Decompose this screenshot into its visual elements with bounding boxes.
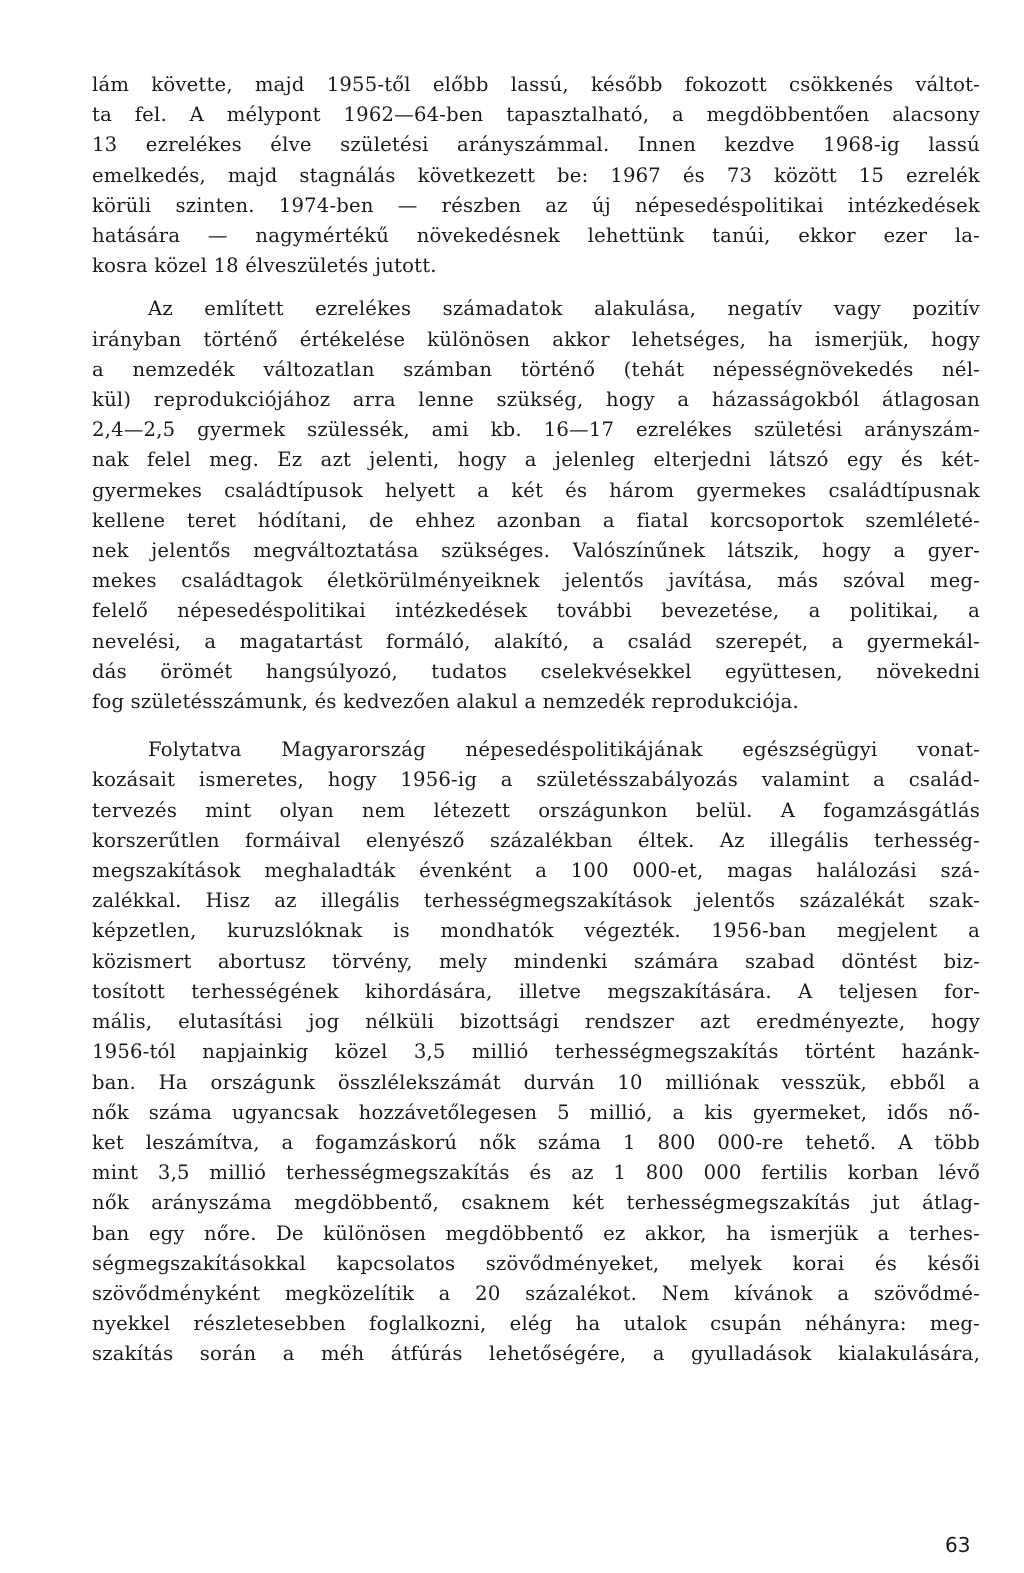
text-line: tervezés mint olyan nem létezett országunkon belül. A fogamzásgátlás [92, 798, 980, 822]
paragraph [92, 735, 980, 1369]
text-line: kellene teret hódítani, de ehhez azonban a fiatal korcsoportok szemléleté- [92, 508, 980, 532]
text-line: szövődményként megközelítik a 20 százalékot. Nem kívánok a szövődmé- [92, 1281, 980, 1305]
document-page [92, 70, 980, 1370]
text-line: nevelési, a magatartást formáló, alakító, a család szerepét, a gyermekál- [92, 629, 980, 653]
text-line: kosra közel 18 élveszületés jutott. [92, 254, 437, 278]
body-text [92, 70, 980, 1370]
text-line: tosított terhességének kihordására, illetve megszakítására. A teljesen for- [92, 979, 980, 1003]
text-line: közismert abortusz törvény, mely mindenki számára szabad döntést biz- [92, 949, 980, 973]
text-line: irányban történő értékelése különösen akkor lehetséges, ha ismerjük, hogy [92, 327, 980, 351]
text-line: zalékkal. Hisz az illegális terhességmegszakítások jelentős százalékát szak- [92, 889, 980, 913]
text-line: mális, elutasítási jog nélküli bizottsági rendszer azt eredményezte, hogy [92, 1010, 980, 1034]
text-line: 1956-tól napjainkig közel 3,5 millió terhességmegszakítás történt hazánk- [92, 1040, 980, 1064]
text-line: körüli szinten. 1974-ben — részben az új népesedéspolitikai intézkedések [92, 193, 980, 217]
paragraph [92, 294, 980, 717]
text-line: mekes családtagok életkörülményeiknek jelentős javítása, más szóval meg- [92, 569, 980, 593]
page-number: 63 [945, 1533, 971, 1557]
text-line: 13 ezrelékes élve születési arányszámmal. Innen kezdve 1968-ig lassú [92, 133, 980, 157]
text-line: lám követte, majd 1955-től előbb lassú, később fokozott csökkenés váltot- [92, 73, 980, 96]
text-line: ket leszámítva, a fogamzáskorú nők száma 1 800 000-re tehető. A több [92, 1130, 980, 1154]
text-line: ségmegszakításokkal kapcsolatos szövődményeket, melyek korai és késői [92, 1251, 980, 1275]
text-line: a nemzedék változatlan számban történő (tehát népességnövekedés nél- [92, 357, 980, 381]
text-line: Folytatva Magyarország népesedéspolitikájának egészségügyi vonat- [148, 738, 980, 762]
text-line: nyekkel részletesebben foglalkozni, elég ha utalok csupán néhányra: meg- [92, 1312, 980, 1336]
text-line: fog születésszámunk, és kedvezően alakul a nemzedék reprodukciója. [92, 690, 799, 714]
text-line: korszerűtlen formáival elenyésző százalékban éltek. Az illegális terhesség- [92, 828, 980, 852]
text-line: felelő népesedéspolitikai intézkedések további bevezetése, a politikai, a [92, 599, 980, 623]
text-line: nők száma ugyancsak hozzávetőlegesen 5 millió, a kis gyermeket, idős nő- [92, 1100, 980, 1124]
text-line: ban egy nőre. De különösen megdöbbentő ez akkor, ha ismerjük a terhes- [92, 1221, 980, 1245]
text-line: Az említett ezrelékes számadatok alakulása, negatív vagy pozitív [148, 297, 980, 321]
text-line: megszakítások meghaladták évenként a 100 000-et, magas halálozási szá- [92, 859, 980, 883]
text-line: mint 3,5 millió terhességmegszakítás és az 1 800 000 fertilis korban lévő [92, 1161, 980, 1185]
text-line: dás örömét hangsúlyozó, tudatos cselekvésekkel együttesen, növekedni [92, 659, 980, 683]
text-line: ta fel. A mélypont 1962—64-ben tapasztalható, a megdöbbentően alacsony [92, 103, 980, 127]
text-line: ban. Ha országunk összlélekszámát durván 10 milliónak vesszük, ebből a [92, 1070, 980, 1094]
text-line: nek jelentős megváltoztatása szükséges. Valószínűnek látszik, hogy a gyer- [92, 539, 980, 563]
text-line: emelkedés, majd stagnálás következett be: 1967 és 73 között 15 ezrelék [92, 163, 980, 187]
paragraph [92, 70, 980, 281]
text-line: hatására — nagymértékű növekedésnek lehettünk tanúi, ekkor ezer la- [92, 224, 980, 248]
text-line: képzetlen, kuruzslóknak is mondhatók végezték. 1956-ban megjelent a [92, 919, 980, 943]
text-line: kül) reprodukciójához arra lenne szükség, hogy a házasságokból átlagosan [92, 388, 980, 412]
text-line: kozásait ismeretes, hogy 1956-ig a születésszabályozás valamint a család- [92, 768, 980, 792]
text-line: nők arányszáma megdöbbentő, csaknem két terhességmegszakítás jut átlag- [92, 1191, 980, 1215]
text-line: gyermekes családtípusok helyett a két és három gyermekes családtípusnak [92, 478, 980, 502]
text-line: 2,4—2,5 gyermek szülessék, ami kb. 16—17 ezrelékes születési arányszám- [92, 418, 980, 442]
text-line: szakítás során a méh átfúrás lehetőségére, a gyulladások kialakulására, [92, 1342, 980, 1366]
text-line: nak felel meg. Ez azt jelenti, hogy a jelenleg elterjedni látszó egy és két- [92, 448, 980, 472]
